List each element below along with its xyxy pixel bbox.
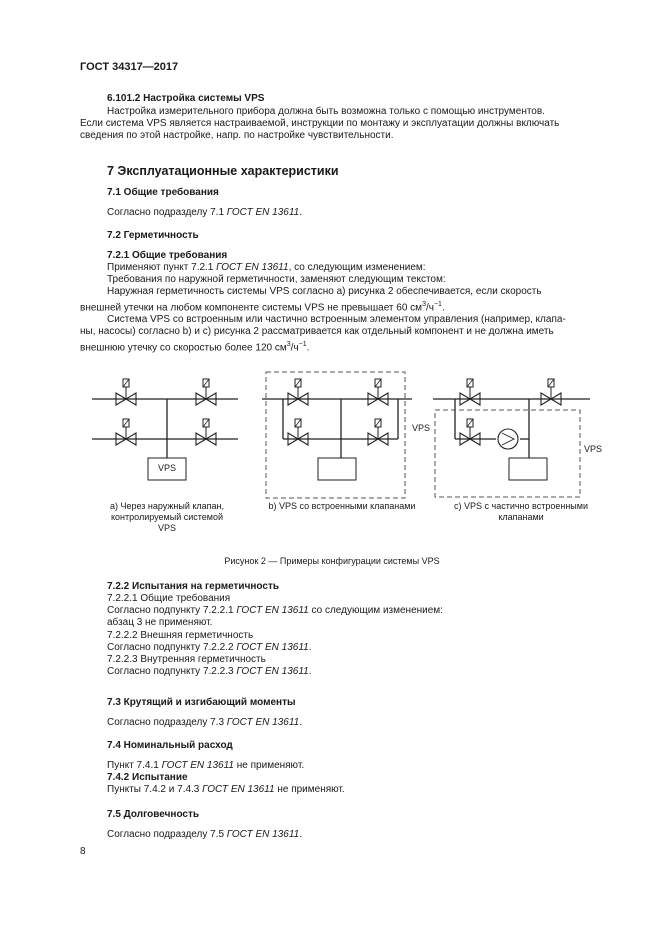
section-6-101-2-title: 6.101.2 Настройка системы VPS	[107, 93, 265, 104]
section-6-101-2-text: Настройка измерительного прибора должна быть возможна только с помощью инструментов. Если система VPS является настраиваемой, инструкции по монтажу и эксплуатации должны включать сведения по этой настройке, напр. по настройке чувствительности.	[80, 106, 560, 142]
section-7-4-title: 7.4 Номинальный расход	[107, 740, 233, 751]
section-7-2-title: 7.2 Герметичность	[107, 230, 199, 241]
vps-label-b: VPS	[412, 423, 431, 433]
figure-caption: Рисунок 2 — Примеры конфигурации системы VPS	[224, 556, 440, 566]
section-7-5-text: Согласно подразделу 7.5 ГОСТ EN 13611.	[107, 829, 302, 840]
section-7-4-text: Пункт 7.4.1 ГОСТ EN 13611 не применяют. 7.4.2 Испытание Пункты 7.4.2 и 7.4.3 ГОСТ EN 13611 не применяют.	[107, 760, 345, 796]
document-header: ГОСТ 34317—2017	[80, 61, 179, 73]
section-7-1-title: 7.1 Общие требования	[107, 187, 219, 198]
caption-c: c) VPS с частично встроенными клапанами	[454, 501, 588, 522]
section-7-2-1-text: Применяют пункт 7.2.1 ГОСТ EN 13611, со следующим изменением: Требования по наружной герметичности, заменяют следующим текстом: Наружная герметичность системы VPS согласно а) рисунка 2 обеспечивается, если скорость внешней утечки на любом компоненте системы VPS не превышает 60 $см^3/ч^{-1}$. Система VPS со встроенным или частично встроенным элементом управления (например, клапа- ны, насосы) согласно b) и c) рисунка 2 рассматривается как отдельный компонент и не должна иметь внешнюю утечку со скоростью более 120 $см^3/ч^{-1}$.	[80, 262, 566, 353]
vps-label-c: VPS	[584, 444, 603, 454]
page-number: 8	[80, 846, 86, 857]
section-7-5-title: 7.5 Долговечность	[107, 809, 200, 820]
section-7-2-2-text: 7.2.2.1 Общие требования Согласно подпункту 7.2.2.1 ГОСТ EN 13611 со следующим изменением: абзац 3 не применяют. 7.2.2.2 Внешняя герметичность Согласно подпункту 7.2.2.2 ГОСТ EN 13611. 7.2.2.3 Внутренняя герметичность Согласно подпункту 7.2.2.3 ГОСТ EN 13611.	[107, 593, 443, 678]
caption-b: b) VPS со встроенными клапанами	[268, 501, 416, 511]
caption-a: а) Через наружный клапан, контролируемый системой VPS	[109, 501, 225, 533]
vps-box-label: VPS	[157, 463, 176, 473]
section-7-2-2-title: 7.2.2 Испытания на герметичность	[107, 581, 279, 592]
section-7-title: 7 Эксплуатационные характеристики	[107, 164, 339, 178]
section-7-1-text: Согласно подразделу 7.1 ГОСТ EN 13611.	[107, 207, 302, 218]
section-7-2-1-title: 7.2.1 Общие требования	[107, 250, 228, 261]
section-7-3-title: 7.3 Крутящий и изгибающий моменты	[107, 697, 296, 708]
section-7-3-text: Согласно подразделу 7.3 ГОСТ EN 13611.	[107, 717, 302, 728]
